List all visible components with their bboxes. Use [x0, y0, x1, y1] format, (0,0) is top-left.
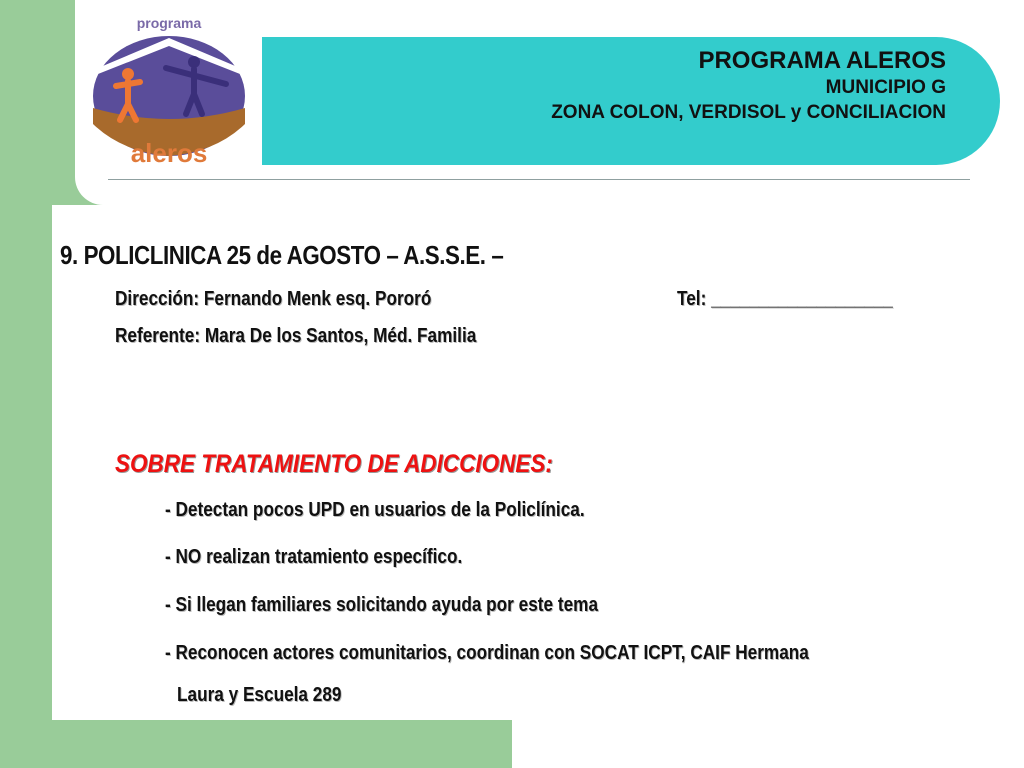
adicciones-item: - Si llegan familiares solicitando ayuda por este tema: [165, 594, 599, 616]
adicciones-item: - Detectan pocos UPD en usuarios de la Policlínica.: [165, 499, 585, 521]
logo-bottom-text: aleros: [130, 138, 208, 168]
adicciones-heading: SOBRE TRATAMIENTO DE ADICCIONES:: [115, 450, 553, 478]
header-divider: [108, 179, 970, 180]
header-band: [240, 37, 1000, 165]
direccion-text: Dirección: Fernando Menk esq. Pororó: [115, 288, 432, 310]
header-title: PROGRAMA ALEROS: [698, 47, 946, 74]
adicciones-item: - Reconocen actores comunitarios, coordinan con SOCAT ICPT, CAIF Hermana: [165, 642, 809, 664]
telefono-text: Tel: ___________________: [677, 288, 893, 310]
adicciones-item: - NO realizan tratamiento específico.: [165, 546, 463, 568]
logo-top-text: programa: [136, 15, 202, 31]
header-municipio: MUNICIPIO G: [825, 77, 946, 98]
adicciones-item-continuation: Laura y Escuela 289: [177, 684, 342, 706]
header-text-block: [551, 47, 946, 125]
referente-text: Referente: Mara De los Santos, Méd. Familia: [115, 325, 477, 347]
programa-aleros-logo: [76, 12, 262, 170]
header-zona: ZONA COLON, VERDISOL y CONCILIACION: [551, 102, 946, 123]
section-heading: 9. POLICLINICA 25 de AGOSTO – A.S.S.E. –: [60, 240, 504, 270]
